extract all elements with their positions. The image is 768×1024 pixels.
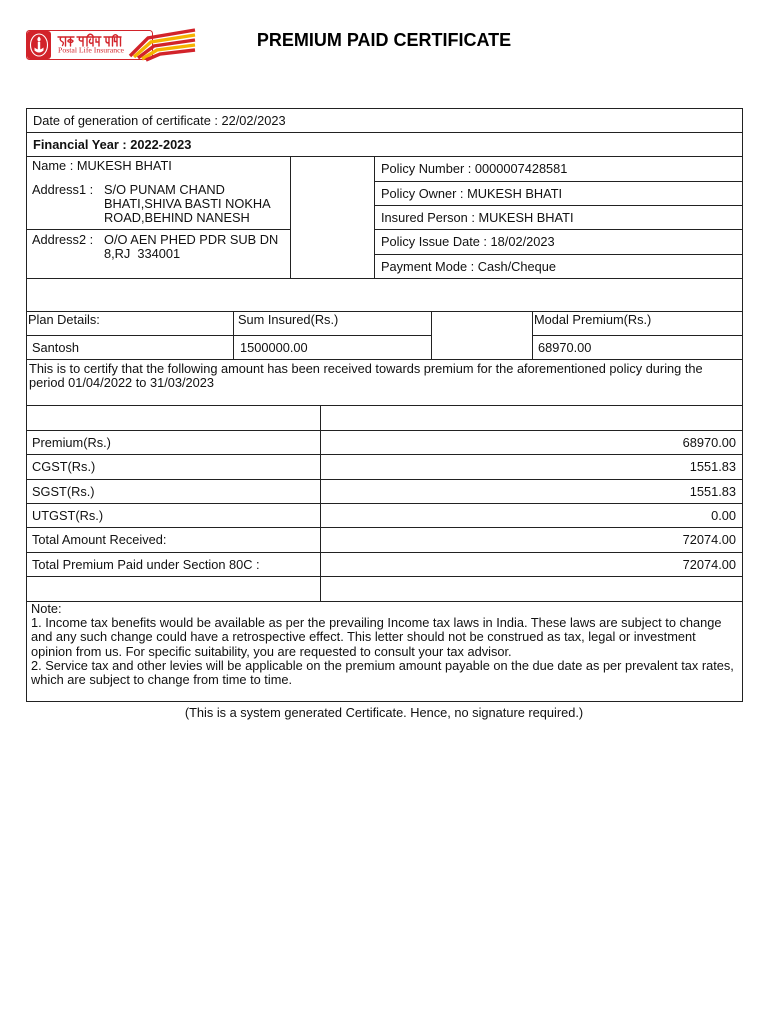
- insured-person-text: [381, 211, 574, 225]
- blank-cell: [26, 405, 320, 430]
- note-line: 1. Income tax benefits would be available as per the prevailing Income tax laws in India. These laws are subject to change: [31, 615, 722, 631]
- payment-mode-text: [381, 260, 556, 274]
- address1-lines: [104, 183, 271, 225]
- insured-person-value: MUKESH BHATI: [478, 209, 574, 225]
- cgst-label-cell: [26, 454, 320, 479]
- payment-mode-cell: [374, 254, 742, 278]
- note-line: and any such change could have a retrospective effect. This letter should not be construed as tax, legal or investment: [31, 629, 696, 645]
- certificate-table: [26, 108, 743, 702]
- address1-line: S/O PUNAM CHAND: [104, 182, 225, 197]
- blank-row: [26, 278, 742, 311]
- financial-year-text: [33, 138, 191, 152]
- financial-year-value: 2022-2023: [130, 136, 192, 152]
- blank-cell: [26, 576, 320, 601]
- total-received-value-cell: [320, 527, 742, 552]
- certification-statement: [26, 359, 742, 405]
- address2-lines: [104, 233, 278, 261]
- total-received-value: 72074.00: [682, 532, 736, 547]
- financial-year-row: [26, 132, 742, 156]
- address2-label: Address2 :: [32, 232, 94, 247]
- policy-owner-text: [381, 187, 562, 201]
- insured-name: [32, 159, 290, 173]
- insured-person-label: Insured Person :: [381, 209, 475, 225]
- sum-insured-cell: [233, 335, 431, 359]
- utgst-value: 0.00: [711, 507, 736, 523]
- address2-cell: [26, 229, 290, 278]
- policy-owner-cell: [374, 181, 742, 205]
- system-generated-notice: (This is a system generated Certificate. Hence, no signature required.): [184, 705, 584, 720]
- utgst-value-cell: [320, 503, 742, 527]
- name-label: Name :: [32, 158, 74, 173]
- certification-line: period 01/04/2022 to 31/03/2023: [29, 375, 215, 390]
- address2-line: O/O AEN PHED PDR SUB DN: [104, 232, 279, 247]
- generation-date-label: Date of generation of certificate :: [33, 112, 218, 128]
- sum-insured-value: 1500000.00: [240, 339, 308, 355]
- total-80c-value: 72074.00: [682, 556, 736, 572]
- name-value: MUKESH BHATI: [76, 158, 172, 173]
- address2: [32, 233, 290, 261]
- total-80c-value-cell: [320, 552, 742, 576]
- total-80c-label-cell: [26, 552, 320, 576]
- policy-number-value: 0000007428581: [474, 161, 568, 176]
- insured-person-cell: [374, 205, 742, 229]
- policy-owner-label: Policy Owner :: [381, 185, 464, 201]
- payment-mode-label: Payment Mode :: [381, 258, 475, 274]
- total-received-label: Total Amount Received:: [32, 532, 167, 547]
- modal-premium-value: 68970.00: [538, 339, 592, 355]
- cgst-value-cell: [320, 454, 742, 479]
- generation-date-text: [33, 114, 286, 128]
- plan-name-value: Santosh: [32, 339, 79, 355]
- generation-date-row: [26, 108, 742, 132]
- sgst-label: SGST(Rs.): [32, 483, 95, 499]
- policy-number-cell: [374, 156, 742, 181]
- policy-owner-value: MUKESH BHATI: [467, 185, 563, 201]
- name-text: [32, 158, 172, 173]
- policy-number-text: [381, 162, 567, 176]
- note-line: 2. Service tax and other levies will be applicable on the premium amount payable on the due date as per prevalent tax rates,: [31, 657, 734, 673]
- utgst-label: UTGST(Rs.): [32, 507, 104, 523]
- premium-value: 68970.00: [682, 434, 736, 450]
- address1-line: BHATI,SHIVA BASTI NOKHA: [104, 196, 271, 211]
- plan-details-header: [26, 311, 233, 335]
- modal-premium-cell: [532, 335, 742, 359]
- certification-line: This is to certify that the following amount has been received towards premium for the aforementioned policy during the: [29, 361, 703, 376]
- total-received-label-cell: [26, 527, 320, 552]
- plan-details-label: Plan Details:: [28, 312, 100, 327]
- sum-insured-header: [233, 311, 431, 335]
- policy-issue-date-cell: [374, 229, 742, 254]
- premium-value-cell: [320, 430, 742, 454]
- generation-date-value: 22/02/2023: [221, 112, 286, 128]
- blank-cell: [320, 576, 742, 601]
- address1-line: ROAD,BEHIND NANESH: [104, 210, 250, 225]
- blank-cell: [290, 156, 374, 278]
- policy-issue-date-text: [381, 235, 555, 249]
- logo-english-text: Postal Life Insurance: [58, 45, 125, 55]
- premium-label-cell: [26, 430, 320, 454]
- note-title: Note:: [31, 601, 62, 616]
- policy-issue-date-label: Policy Issue Date :: [381, 234, 487, 249]
- sum-insured-label: Sum Insured(Rs.): [238, 312, 339, 327]
- payment-mode-value: Cash/Cheque: [477, 258, 557, 274]
- note-section: [26, 601, 742, 701]
- note-line: opinion from us. For specific suitability, you are requested to consult your tax advisor.: [31, 643, 512, 659]
- blank-cell: [320, 405, 742, 430]
- sgst-label-cell: [26, 479, 320, 503]
- page-title: PREMIUM PAID CERTIFICATE: [256, 30, 512, 50]
- cgst-label: CGST(Rs.): [32, 459, 96, 474]
- total-80c-label: Total Premium Paid under Section 80C :: [32, 556, 260, 572]
- sgst-value-cell: [320, 479, 742, 503]
- insured-details-cell: [26, 156, 290, 229]
- blank-cell: [431, 311, 532, 359]
- sgst-value: 1551.83: [689, 483, 736, 499]
- premium-label: Premium(Rs.): [32, 434, 111, 450]
- financial-year-label: Financial Year :: [33, 136, 127, 152]
- modal-premium-label: Modal Premium(Rs.): [534, 312, 652, 327]
- plan-name-cell: [26, 335, 233, 359]
- policy-issue-date-value: 18/02/2023: [490, 234, 555, 249]
- note-line: which are subject to change from time to time.: [31, 671, 293, 687]
- address1-label: Address1 :: [32, 182, 94, 197]
- modal-premium-header: [532, 311, 742, 335]
- cgst-value: 1551.83: [689, 459, 736, 474]
- address2-line: 8,RJ 334001: [104, 246, 181, 261]
- policy-number-label: Policy Number :: [381, 161, 472, 176]
- address1: [32, 183, 290, 225]
- utgst-label-cell: [26, 503, 320, 527]
